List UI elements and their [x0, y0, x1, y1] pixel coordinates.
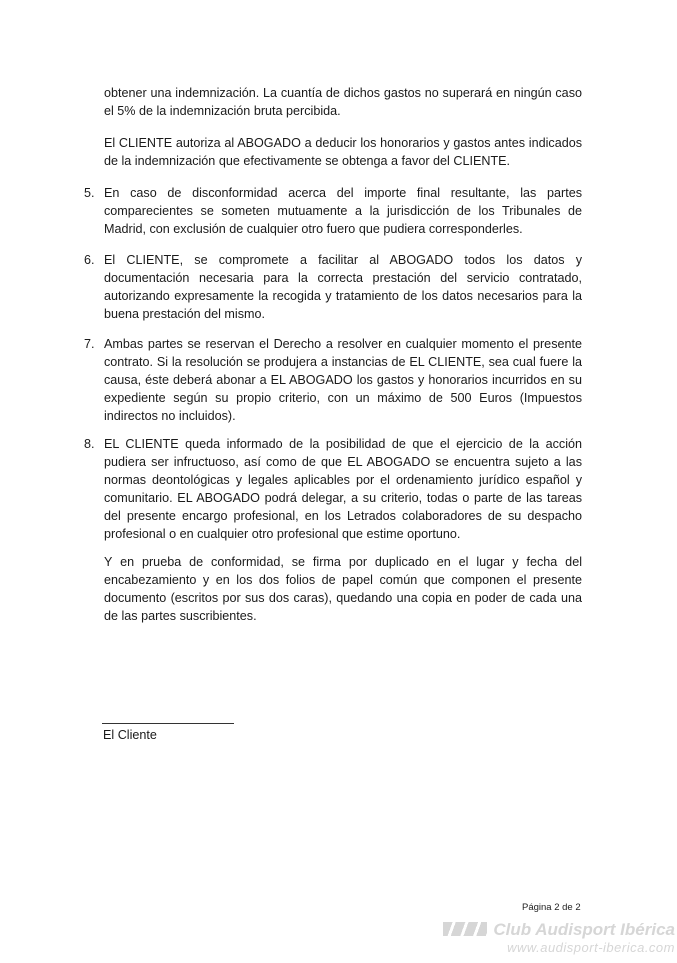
clause-number: 6.	[84, 253, 95, 267]
watermark-title: Club Audisport Ibérica	[493, 920, 675, 939]
clause-8	[84, 435, 582, 543]
clause-7	[84, 335, 582, 425]
clause-5	[84, 184, 582, 238]
clause-number: 5.	[84, 186, 95, 200]
clause-text: EL CLIENTE queda informado de la posibilidad de que el ejercicio de la acción pudiera ser infructuoso, así como de que EL ABOGADO se encuentra sujeto a las normas deontológicas y legales aplicables por el ordenamiento jurídico español y comunitario. EL ABOGADO podrá delegar, a su criterio, todas o parte de las tareas del presente encargo profesional, en los Letrados colaboradores de su despacho profesional o en cualquier otro profesional que estime oportuno.	[104, 437, 582, 541]
watermark-url: www.audisport-iberica.com	[507, 940, 675, 955]
clause-number: 8.	[84, 437, 95, 451]
paragraph-continuation: obtener una indemnización. La cuantía de dichos gastos no superará en ningún caso el 5% de la indemnización bruta percibida.	[104, 86, 582, 118]
page-number: Página 2 de 2	[522, 902, 581, 913]
clause-text: En caso de disconformidad acerca del importe final resultante, las partes comparecientes se someten mutuamente a la jurisdicción de los Tribunales de Madrid, con exclusión de cualquier otro fuero que pudiera corresponderles.	[104, 186, 582, 236]
paragraph-autoriza: El CLIENTE autoriza al ABOGADO a deducir los honorarios y gastos antes indicados de la indemnización que efectivamente se obtenga a favor del CLIENTE.	[104, 136, 582, 168]
signature-label: El Cliente	[103, 728, 157, 742]
club-logo-icon	[443, 922, 487, 936]
signature-line	[102, 723, 234, 724]
paragraph-prueba: Y en prueba de conformidad, se firma por duplicado en el lugar y fecha del encabezamiento y en los dos folios de papel común que componen el presente documento (escritos por sus dos caras), quedando una copia en poder de cada una de las partes suscribientes.	[104, 555, 582, 623]
clause-6	[84, 251, 582, 323]
watermark	[443, 920, 675, 956]
clause-number: 7.	[84, 337, 95, 351]
clause-text: El CLIENTE, se compromete a facilitar al ABOGADO todos los datos y documentación necesaria para la correcta prestación del servicio contratado, autorizando expresamente la recogida y tratamiento de los datos necesarios para la buena prestación del mismo.	[104, 253, 582, 321]
clause-text: Ambas partes se reservan el Derecho a resolver en cualquier momento el presente contrato. Si la resolución se produjera a instancias de EL CLIENTE, sea cual fuere la causa, éste deberá abonar a EL ABOGADO los gastos y honorarios incurridos en su expediente según su propio criterio, con un máximo de 500 Euros (Impuestos indirectos no incluidos).	[104, 337, 582, 423]
